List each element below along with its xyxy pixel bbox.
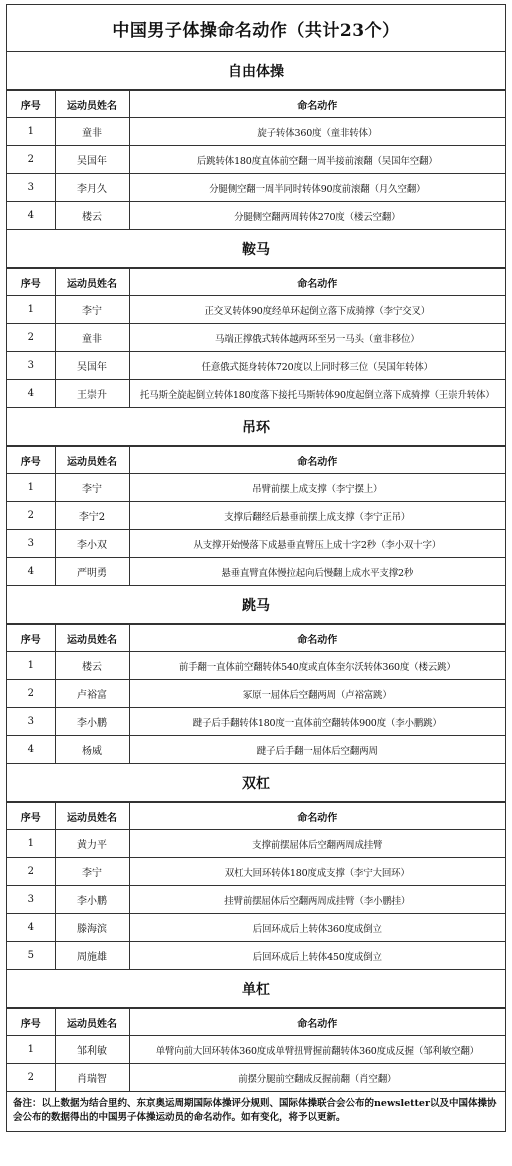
cell-name: 肖瑞智	[55, 1064, 129, 1092]
cell-move: 挂臂前摆屈体后空翻两周成挂臂（李小鹏挂）	[129, 886, 505, 914]
cell-move: 分腿侧空翻两周转体270度（楼云空翻）	[129, 202, 505, 230]
cell-move: 托马斯全旋起倒立转体180度落下接托马斯转体90度起倒立落下成骑撑（王崇升转体）	[129, 380, 505, 408]
section-table	[7, 446, 505, 585]
cell-name: 李月久	[55, 174, 129, 202]
cell-no: 2	[7, 858, 55, 886]
section-title: 自由体操	[7, 52, 505, 90]
cell-name: 吴国年	[55, 146, 129, 174]
cell-name: 卢裕富	[55, 680, 129, 708]
cell-name: 童非	[55, 324, 129, 352]
table-row	[7, 324, 505, 352]
table-row	[7, 296, 505, 324]
header-move: 命名动作	[129, 269, 505, 296]
cell-name: 楼云	[55, 652, 129, 680]
cell-move: 任意俄式挺身转体720度以上同时移三位（吴国年转体）	[129, 352, 505, 380]
section-3	[6, 408, 506, 586]
header-name: 运动员姓名	[55, 91, 129, 118]
header-move: 命名动作	[129, 625, 505, 652]
section-title: 双杠	[7, 764, 505, 802]
cell-name: 吴国年	[55, 352, 129, 380]
cell-move: 冢原一屈体后空翻两周（卢裕富跳）	[129, 680, 505, 708]
cell-no: 3	[7, 174, 55, 202]
table-header-row	[7, 625, 505, 652]
header-name: 运动员姓名	[55, 803, 129, 830]
table-row	[7, 830, 505, 858]
cell-move: 正交叉转体90度经单环起倒立落下成骑撑（李宁交叉）	[129, 296, 505, 324]
section-table	[7, 268, 505, 407]
cell-move: 后回环成后上转体450度成倒立	[129, 942, 505, 970]
cell-no: 4	[7, 558, 55, 586]
cell-move: 后回环成后上转体360度成倒立	[129, 914, 505, 942]
header-no: 序号	[7, 91, 55, 118]
cell-no: 2	[7, 146, 55, 174]
header-move: 命名动作	[129, 1009, 505, 1036]
header-no: 序号	[7, 803, 55, 830]
cell-move: 悬垂直臂直体慢拉起向后慢翻上成水平支撑2秒	[129, 558, 505, 586]
cell-name: 严明勇	[55, 558, 129, 586]
cell-no: 3	[7, 708, 55, 736]
cell-move: 前摆分腿前空翻成反握前翻（肖空翻）	[129, 1064, 505, 1092]
cell-move: 马端正撑俄式转体越两环至另一马头（童非移位）	[129, 324, 505, 352]
table-header-row	[7, 803, 505, 830]
table-row	[7, 886, 505, 914]
cell-move: 单臂向前大回环转体360度成单臂扭臂握前翻转体360度成反握（邹利敏空翻）	[129, 1036, 505, 1064]
cell-name: 李小鹏	[55, 886, 129, 914]
section-title: 跳马	[7, 586, 505, 624]
header-no: 序号	[7, 269, 55, 296]
cell-no: 4	[7, 736, 55, 764]
cell-no: 3	[7, 530, 55, 558]
cell-name: 楼云	[55, 202, 129, 230]
table-row	[7, 558, 505, 586]
cell-name: 李宁	[55, 296, 129, 324]
cell-no: 4	[7, 914, 55, 942]
cell-name: 李宁2	[55, 502, 129, 530]
table-row	[7, 118, 505, 146]
cell-move: 后跳转体180度直体前空翻一周半接前滚翻（吴国年空翻）	[129, 146, 505, 174]
page-title: 中国男子体操命名动作（共计23个）	[6, 4, 506, 52]
cell-move: 前手翻一直体前空翻转体540度或直体奎尔沃转体360度（楼云跳）	[129, 652, 505, 680]
table-header-row	[7, 447, 505, 474]
header-move: 命名动作	[129, 91, 505, 118]
cell-move: 分腿侧空翻一周半同时转体90度前滚翻（月久空翻）	[129, 174, 505, 202]
section-table	[7, 1008, 505, 1091]
table-row	[7, 530, 505, 558]
cell-move: 双杠大回环转体180度成支撑（李宁大回环）	[129, 858, 505, 886]
header-name: 运动员姓名	[55, 269, 129, 296]
cell-no: 1	[7, 830, 55, 858]
cell-no: 3	[7, 886, 55, 914]
section-2	[6, 230, 506, 408]
table-row	[7, 736, 505, 764]
cell-no: 1	[7, 1036, 55, 1064]
table-row	[7, 380, 505, 408]
cell-no: 4	[7, 380, 55, 408]
cell-name: 李宁	[55, 474, 129, 502]
cell-no: 2	[7, 502, 55, 530]
cell-name: 杨威	[55, 736, 129, 764]
section-table	[7, 90, 505, 229]
header-no: 序号	[7, 447, 55, 474]
table-header-row	[7, 1009, 505, 1036]
cell-name: 滕海滨	[55, 914, 129, 942]
cell-no: 1	[7, 296, 55, 324]
table-row	[7, 174, 505, 202]
table-row	[7, 202, 505, 230]
cell-no: 2	[7, 680, 55, 708]
header-name: 运动员姓名	[55, 1009, 129, 1036]
section-5	[6, 764, 506, 970]
cell-no: 4	[7, 202, 55, 230]
header-no: 序号	[7, 1009, 55, 1036]
table-row	[7, 914, 505, 942]
cell-move: 旋子转体360度（童非转体）	[129, 118, 505, 146]
header-move: 命名动作	[129, 803, 505, 830]
cell-name: 李小双	[55, 530, 129, 558]
table-row	[7, 680, 505, 708]
sections-container	[6, 52, 506, 1092]
cell-no: 5	[7, 942, 55, 970]
cell-name: 邹利敏	[55, 1036, 129, 1064]
cell-move: 吊臂前摆上成支撑（李宁摆上）	[129, 474, 505, 502]
cell-name: 童非	[55, 118, 129, 146]
header-move: 命名动作	[129, 447, 505, 474]
table-row	[7, 652, 505, 680]
cell-no: 2	[7, 324, 55, 352]
cell-move: 从支撑开始慢落下成悬垂直臂压上成十字2秒（李小双十字）	[129, 530, 505, 558]
section-title: 鞍马	[7, 230, 505, 268]
section-4	[6, 586, 506, 764]
table-row	[7, 1064, 505, 1092]
cell-no: 1	[7, 652, 55, 680]
section-6	[6, 970, 506, 1092]
table-row	[7, 474, 505, 502]
section-title: 单杠	[7, 970, 505, 1008]
cell-no: 2	[7, 1064, 55, 1092]
footnote: 备注：以上数据为结合里约、东京奥运周期国际体操评分规则、国际体操联合会公布的newsletter以及中国体操协会公布的数据得出的中国男子体操运动员的命名动作。如有变化，将予以更新。	[6, 1092, 506, 1132]
header-name: 运动员姓名	[55, 447, 129, 474]
cell-name: 周施雄	[55, 942, 129, 970]
table-row	[7, 858, 505, 886]
table-row	[7, 942, 505, 970]
cell-move: 支撑后翻经后悬垂前摆上成支撑（李宁正吊）	[129, 502, 505, 530]
table-row	[7, 352, 505, 380]
cell-no: 3	[7, 352, 55, 380]
cell-name: 王崇升	[55, 380, 129, 408]
cell-name: 李小鹏	[55, 708, 129, 736]
section-table	[7, 802, 505, 969]
header-no: 序号	[7, 625, 55, 652]
cell-no: 1	[7, 118, 55, 146]
table-row	[7, 708, 505, 736]
table-row	[7, 502, 505, 530]
cell-move: 踺子后手翻一屈体后空翻两周	[129, 736, 505, 764]
section-table	[7, 624, 505, 763]
cell-move: 踺子后手翻转体180度一直体前空翻转体900度（李小鹏跳）	[129, 708, 505, 736]
cell-no: 1	[7, 474, 55, 502]
table-header-row	[7, 91, 505, 118]
cell-move: 支撑前摆屈体后空翻两周成挂臂	[129, 830, 505, 858]
cell-name: 黄力平	[55, 830, 129, 858]
header-name: 运动员姓名	[55, 625, 129, 652]
table-header-row	[7, 269, 505, 296]
section-title: 吊环	[7, 408, 505, 446]
table-row	[7, 1036, 505, 1064]
cell-name: 李宁	[55, 858, 129, 886]
table-row	[7, 146, 505, 174]
section-1	[6, 52, 506, 230]
